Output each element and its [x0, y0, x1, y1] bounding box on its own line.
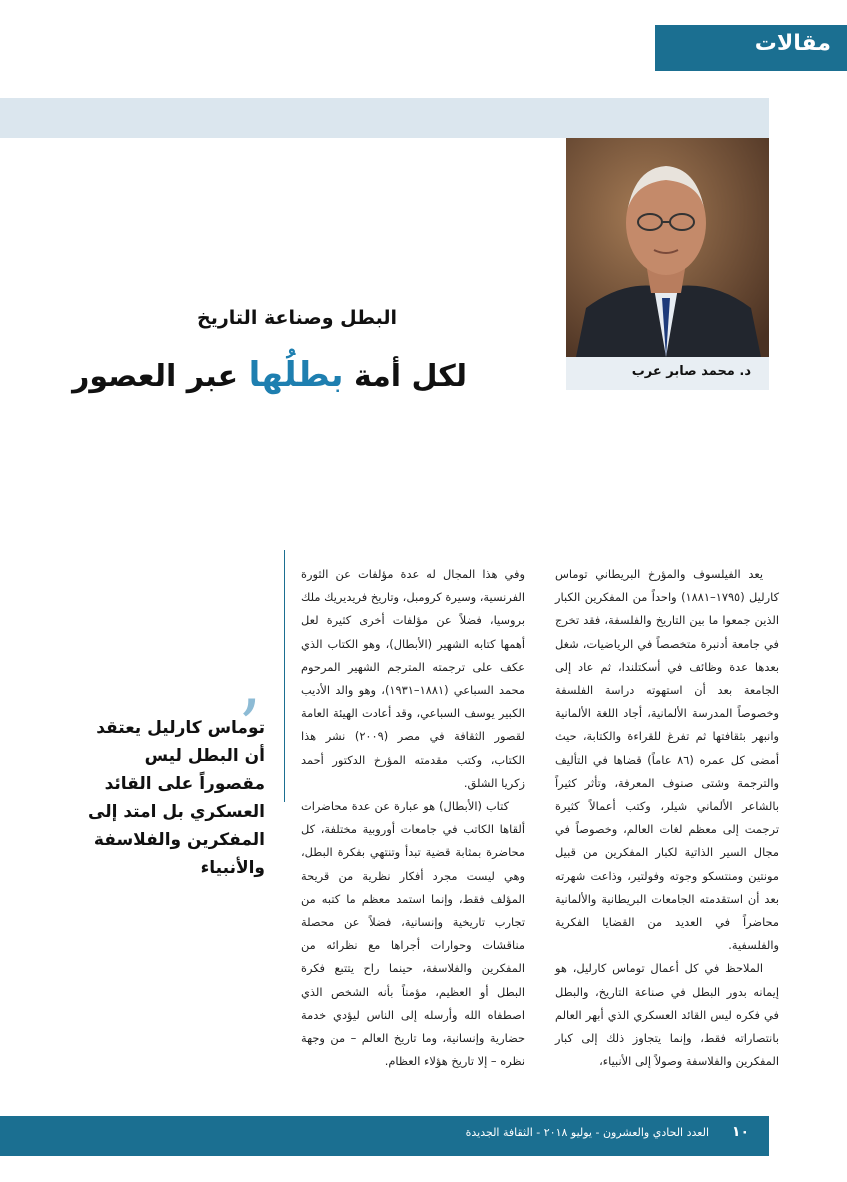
author-photo-frame — [566, 138, 769, 390]
footer-issue-text: العدد الحادي والعشرون - يوليو ٢٠١٨ - الثقافة الجديدة — [465, 1126, 709, 1139]
article-kicker: البطل وصناعة التاريخ — [197, 307, 397, 329]
header-band — [0, 98, 769, 138]
body-column-2 — [301, 563, 525, 1073]
section-tab — [655, 25, 847, 71]
body-paragraph: الملاحظ في كل أعمال توماس كارليل، هو إيمانه بدور البطل في صناعة التاريخ، والبطل في فكره ليس القائد العسكري الذي أبهر العالم بانتصاراته فقط، وإنما يتجاوز ذلك إلى كبار المفكرين والفلاسفة وصولاً إلى الأنبياء، — [555, 961, 779, 1069]
author-bar — [566, 357, 769, 390]
headline-part-1: لكل أمة — [354, 359, 467, 394]
body-column-1 — [555, 563, 779, 1073]
body-paragraph: يعد الفيلسوف والمؤرخ البريطاني توماس كارليل (١٧٩٥–١٨٨١) واحداً من المفكرين الكبار الذين جمعوا ما بين التاريخ والفلسفة، فقد تخرج في جامعة أدنبرة متخصصاً في الرياضيات، شغل بعدها عدة وظائف في أسكتلندا، ثم عاد إلى الجامعة بعد أن استهوته دراسة الفلسفة وخصوصاً المدرسة الألمانية، أجاد اللغة الألمانية وانبهر بثقافتها ثم تفرغ للقراءة والكتابة، حيث أمضى كل عمره (٨٦ عاماً) قضاها في التأليف والترجمة وشتى صنوف المعرفة، وتأثر كثيراً بالشاعر الألماني شيلر، وكتب أعمالاً كثيرة ترجمت إلى معظم لغات العالم، وخصوصاً في مجال السير الذاتية لكبار المفكرين من قبيل مونتين ومنتسكو وجوته وفولتير، وذاعت شهرته بعد أن استقدمته الجامعات البريطانية والألمانية محاضراً في العديد من القضايا الفكرية والفلسفية. — [555, 567, 779, 953]
quote-mark-icon: ’ — [238, 684, 261, 768]
author-name: د. محمد صابر عرب — [631, 364, 751, 379]
headline-accent: بطلُها — [248, 355, 344, 395]
section-label: مقالات — [754, 31, 831, 56]
author-photo — [566, 138, 769, 357]
page-footer — [0, 1116, 769, 1156]
body-paragraph: كتاب (الأبطال) هو عبارة عن عدة محاضرات ألقاها الكاتب في جامعات أوروبية مختلفة، كل محاضرة بمثابة قضية تبدأ وتنتهي بفكرة البطل، وهي ليست مجرد أفكار نظرية من قريحة المؤلف فقط، وإنما استمد معظم ما كتبه من تجارب تاريخية وإنسانية، فضلاً عن محصلة مناقشات وحوارات أجراها مع نظرائه من المفكرين والفلاسفة، حينما راح يتتبع فكرة البطل أو العظيم، مؤمناً بأنه الشخص الذي اصطفاه الله وأرسله إلى الناس ليؤدي خدمة حضارية وإنسانية، وما تاريخ العالم – من وجهة نظره – إلا تاريخ هؤلاء العظام. — [301, 799, 525, 1069]
headline-part-2: عبر العصور — [72, 359, 239, 394]
article-headline — [72, 355, 467, 395]
body-paragraph: وفي هذا المجال له عدة مؤلفات عن الثورة الفرنسية، وسيرة كرومبل، وتاريخ فريديريك ملك بروسيا، فضلاً عن مؤلفات أخرى كثيرة لعل أهمها كتابه الشهير (الأبطال)، وهو الكتاب الذي عكف على ترجمته المترجم الشهير المرحوم محمد السباعي (١٨٨١–١٩٣١)، وهو والد الأديب الكبير يوسف السباعي، وقد أعادت الهيئة العامة لقصور الثقافة في مصر (٢٠٠٩) نشر هذا الكتاب، وكتب مقدمته المؤرخ الدكتور أحمد زكريا الشلق. — [301, 567, 525, 790]
author-portrait-image — [566, 138, 769, 357]
column-divider — [284, 550, 285, 802]
page-number: ١٠ — [731, 1124, 749, 1140]
pull-quote: توماس كارليل يعتقد أن البطل ليس مقصوراً على القائد العسكري بل امتد إلى المفكرين والفلاسفة والأنبياء — [88, 718, 265, 878]
